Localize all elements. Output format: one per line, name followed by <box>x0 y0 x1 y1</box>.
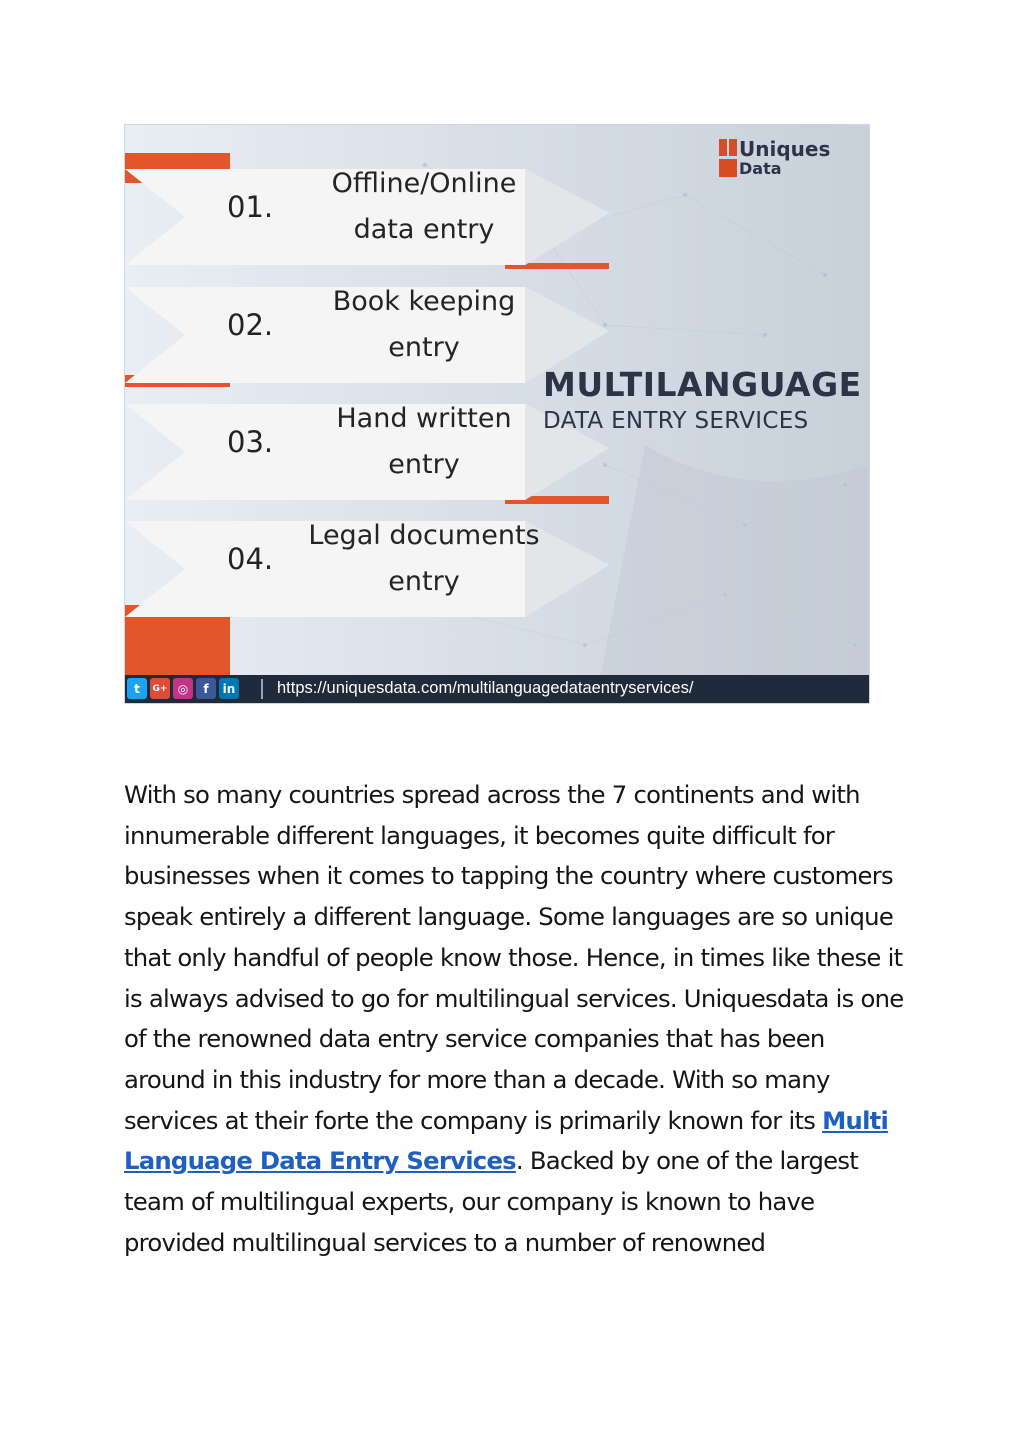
google-plus-icon[interactable]: G+ <box>150 678 170 699</box>
uniques-data-logo <box>719 133 869 185</box>
banner-footer-bar <box>125 675 869 703</box>
item-number: 03. <box>227 425 274 459</box>
linkedin-icon[interactable]: in <box>219 678 239 699</box>
twitter-icon[interactable]: t <box>127 678 147 699</box>
item-label: Offline/Online data entry <box>331 168 517 245</box>
service-item-2 <box>125 271 609 383</box>
item-number: 02. <box>227 308 274 342</box>
item-label: Book keeping entry <box>332 286 516 363</box>
footer-divider <box>261 679 263 699</box>
multi-language-link[interactable]: Multi Language Data Entry Services <box>124 1105 889 1176</box>
service-item-1 <box>125 153 609 265</box>
item-number: 01. <box>227 190 274 224</box>
logo-mark-icon <box>719 139 741 177</box>
item-label: Hand written entry <box>336 403 512 480</box>
service-item-3 <box>125 388 609 500</box>
hero-title: MULTILANGUAGE <box>543 365 862 404</box>
logo-text-data: Data <box>739 159 782 178</box>
banner-url: https://uniquesdata.com/multilanguagedataentryservices/ <box>277 679 694 697</box>
body-paragraph <box>124 775 904 1263</box>
service-item-4 <box>125 505 609 617</box>
hero-subtitle: DATA ENTRY SERVICES <box>543 408 809 434</box>
item-label: Legal documents entry <box>308 520 540 597</box>
social-icons <box>127 678 239 700</box>
banner-image <box>124 124 870 704</box>
item-number: 04. <box>227 542 274 576</box>
logo-text-uniques: Uniques <box>739 137 831 161</box>
instagram-icon[interactable]: ◎ <box>173 678 193 699</box>
paragraph-text-continued: . Backed by one of the largest team of multilingual experts, our company is known to have provided multilingual services to a number of renowned <box>124 1146 859 1257</box>
facebook-icon[interactable]: f <box>196 678 216 699</box>
paragraph-text: With so many countries spread across the 7 continents and with innumerable different languages, it becomes quite difficult for businesses when it comes to tapping the country where customers speak entirely a different language. Some languages are so unique that only handful of people know those. Hence, in times like these it is always advised to go for multilingual services. Uniquesdata is one of the renowned data entry service companies that has been around in this industry for more than a decade. With so many services at their forte the company is primarily known for its <box>124 780 904 1135</box>
